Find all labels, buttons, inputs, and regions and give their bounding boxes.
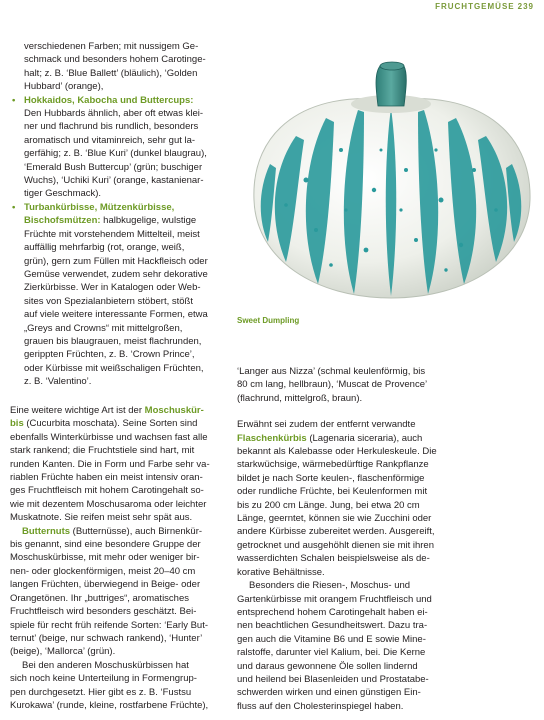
running-head: [435, 2, 534, 11]
term-moschuskuerbis-cont: bis: [10, 418, 24, 430]
text-line: tiger Geschmack).: [24, 188, 102, 200]
text-line: halt; z. B. ‘Blue Ballett’ (bläulich), ‘Golden: [24, 67, 198, 79]
section-title: FRUCHTGEMÜSE: [435, 2, 515, 11]
text-run: (Lagenaria siceraria), auch: [306, 432, 423, 444]
text-line: [10, 404, 222, 417]
text-line: (beige), ‘Mallorca’ (grün).: [10, 646, 116, 658]
text-line: Bei den anderen Moschuskürbissen hat: [22, 659, 189, 671]
text-line: ges Fruchtfleisch mit hohem Carotingehalt so-: [10, 485, 204, 497]
text-line: ‘Emerald Bush Buttercup’ (grün; buschiger: [24, 161, 203, 173]
text-line: Gemüse verwendet, zudem sehr dekorative: [24, 268, 208, 280]
text-line: sites von Spezialanbietern stöbert, stößt: [24, 295, 193, 307]
bullet-title: Hokkaidos, Kabocha und Buttercups:: [24, 94, 194, 106]
text-line: Wuchs), ‘Uchiki Kuri’ (orange, kastanienar-: [24, 175, 204, 187]
text-line: gerfähig; z. B. ‘Blue Kuri’ (dunkel blaugrau),: [24, 148, 207, 160]
text-line: sich noch keine Unterteilung in Formengrup-: [10, 673, 197, 685]
text-line: Muskatnote. Sie reifen meist sehr spät aus.: [10, 512, 193, 524]
text-line: Hubbard’ (orange),: [24, 81, 104, 93]
text-line: z. B. ‘Valentino’.: [24, 376, 92, 388]
paragraph-gap: [237, 405, 534, 418]
bullet-dot: •: [12, 94, 16, 106]
text-line: schmack und besonders hohem Carotinge-: [24, 54, 206, 66]
paragraph-flaschenkuerbis: [237, 418, 534, 579]
text-line: [24, 214, 220, 227]
text-line: ternut’ (beige, nur schwach rankend), ‘Hunter’: [10, 632, 203, 644]
term-moschuskuerbis: Moschuskür-: [144, 405, 204, 416]
text-line: auffällig mehrfarbig (rot, orange, weiß,: [24, 242, 185, 254]
text-line: Erwähnt sei zudem der entfernt verwandte: [237, 419, 416, 431]
text-line: 80 cm lang, hellbraun), ‘Muscat de Provence’: [237, 379, 428, 391]
text-run: Eine weitere wichtige Art ist der: [10, 405, 145, 416]
text-line: bildet je nach Sorte keulen-, flaschenförmige: [237, 472, 425, 484]
text-line: Zierkürbisse. Wer in Katalogen oder Web-: [24, 282, 201, 294]
page-number: 239: [517, 2, 534, 11]
left-column-top: [10, 40, 220, 389]
text-line: gerippten Früchten, z. B. ‘Crown Prince’,: [24, 349, 195, 361]
text-line: Länge, geerntet, können sie wie Zucchini oder: [237, 513, 432, 525]
text-line: Früchte mit vorstehendem Mittelteil, meist: [24, 228, 200, 240]
text-line: bis zu 200 cm Länge. Jung, bei etwa 20 cm: [237, 499, 420, 511]
text-run: (Cucurbita moschata). Seine Sorten sind: [23, 418, 198, 430]
text-line: bis genannt, sind eine besondere Gruppe der: [10, 539, 201, 551]
paragraph-other-moschus: [10, 659, 222, 713]
text-line: Besonders die Riesen-, Moschus- und: [249, 580, 411, 592]
right-column: [237, 365, 534, 713]
text-line: Kurokawa’ (runde, kleine, rostfarbene Früchte),: [10, 699, 209, 711]
text-line: nen- oder glockenförmigen, meist 20–40 cm: [10, 565, 196, 577]
text-line: andere Kürbisse zubereitet werden. Ausgereift,: [237, 526, 435, 538]
bullet-title: Turbankürbisse, Mützenkürbisse,: [24, 201, 175, 213]
bullet-hokkaido: [10, 94, 220, 201]
text-line: pen durchgesetzt. Hier gibt es z. B. ‘Fustsu: [10, 686, 192, 698]
text-line: aromatisch und vitaminreich, sehr gut la-: [24, 134, 196, 146]
text-line: getrocknet und ausgehöhlt dienen sie mit ihren: [237, 539, 434, 551]
text-line: gen auch die Vitamine B6 und E sowie Mine-: [237, 633, 426, 645]
text-line: verschiedenen Farben; mit nussigem Ge-: [24, 41, 199, 52]
text-line: schwerden wirken und einen günstigen Ein-: [237, 687, 421, 699]
text-line: grauen bis blaugrauen, meist flachrunden,: [24, 335, 202, 347]
text-line: stark rankend; die Fruchtstiele sind hart, mit: [10, 445, 195, 457]
hubbard-continuation: [10, 40, 220, 94]
text-line: (flachrund, mittelgroß, braun).: [237, 392, 363, 404]
text-line: entsprechend hohem Carotingehalt haben ei-: [237, 606, 428, 618]
text-line: Gartenkürbisse mit orangem Fruchtfleisch und: [237, 593, 432, 605]
text-line: und daraus gewonnene Öle sollen lindernd: [237, 660, 418, 672]
text-line: Den Hubbards ähnlich, aber oft etwas klei-: [24, 108, 204, 120]
text-line: [237, 432, 534, 445]
text-line: nen beachtlichen Gesundheitswert. Dazu tra-: [237, 620, 428, 632]
term-butternuts: Butternuts: [22, 525, 71, 537]
text-line: korative Behältnisse.: [237, 566, 325, 578]
text-line: starkwüchsige, wärmebedürftige Rankpflanze: [237, 459, 429, 471]
text-line: ralstoffe, darunter viel Kalium, bei. Die Kerne: [237, 647, 426, 659]
paragraph-health: [237, 579, 534, 713]
text-line: Fruchtfleisch wird besonders geschätzt. Bei-: [10, 606, 197, 618]
text-line: langen Früchten, überwiegend in Beige- oder: [10, 579, 201, 591]
illustration-caption: Sweet Dumpling: [237, 316, 300, 325]
text-line: grün), gern zum Füllen mit Hackfleisch oder: [24, 255, 208, 267]
text-line: oder Kürbisse mit weißschaligen Früchten,: [24, 362, 204, 374]
text-line: ‘Langer aus Nizza’ (schmal keulenförmig, bis: [237, 366, 426, 377]
text-line: wie mit dezentem Moschusaroma oder leichter: [10, 498, 207, 510]
term-flaschenkuerbis: Flaschenkürbis: [237, 432, 307, 444]
text-line: wasserdichten Schalen beispielsweise als de-: [237, 553, 430, 565]
text-line: ner und flachrund bis rundlich, besonders: [24, 121, 199, 133]
text-line: bekannt als Kalebasse oder Herkuleskeule. Die: [237, 446, 437, 458]
text-line: [10, 525, 222, 538]
text-line: runden Kanten. Die in Form und Farbe sehr va-: [10, 458, 210, 470]
text-run: (Butternüsse), auch Birnenkür-: [70, 525, 203, 537]
text-line: oder rundliche Früchte, bei Keulenformen mit: [237, 486, 428, 498]
paragraph-moschus-cont: [237, 365, 534, 405]
text-line: Moschuskürbisse, mit mehr oder weniger bir-: [10, 552, 200, 564]
text-run: halbkugelige, wulstige: [100, 215, 197, 227]
text-line: und heilend bei Blasenleiden und Prostatabe-: [237, 673, 429, 685]
bullet-dot: •: [12, 201, 16, 213]
paragraph-moschus: [10, 404, 222, 525]
text-line: [10, 417, 222, 430]
page-header: [0, 0, 544, 18]
text-line: spiele für recht früh reifende Sorten: ‘Early But-: [10, 619, 209, 631]
text-line: ebenfalls Winterkürbisse und wachsen fast alle: [10, 431, 208, 443]
bullet-turban: [10, 201, 220, 389]
text-line: „Greys and Crowns“ mit mittelgroßen,: [24, 322, 183, 334]
text-line: riablen Früchte haben ein meist intensiv oran-: [10, 472, 203, 484]
left-column-bottom: [10, 404, 222, 712]
bullet-title-cont: Bischofsmützen:: [24, 215, 101, 227]
pumpkin-illustration: [246, 60, 536, 310]
text-line: auf viele weitere interessante Formen, etwa: [24, 309, 208, 321]
text-line: fluss auf den Cholesterinspiegel haben.: [237, 700, 404, 712]
paragraph-butternuts: [10, 525, 222, 659]
text-line: Orangetönen. Ihr „buttriges“, aromatisches: [10, 592, 190, 604]
